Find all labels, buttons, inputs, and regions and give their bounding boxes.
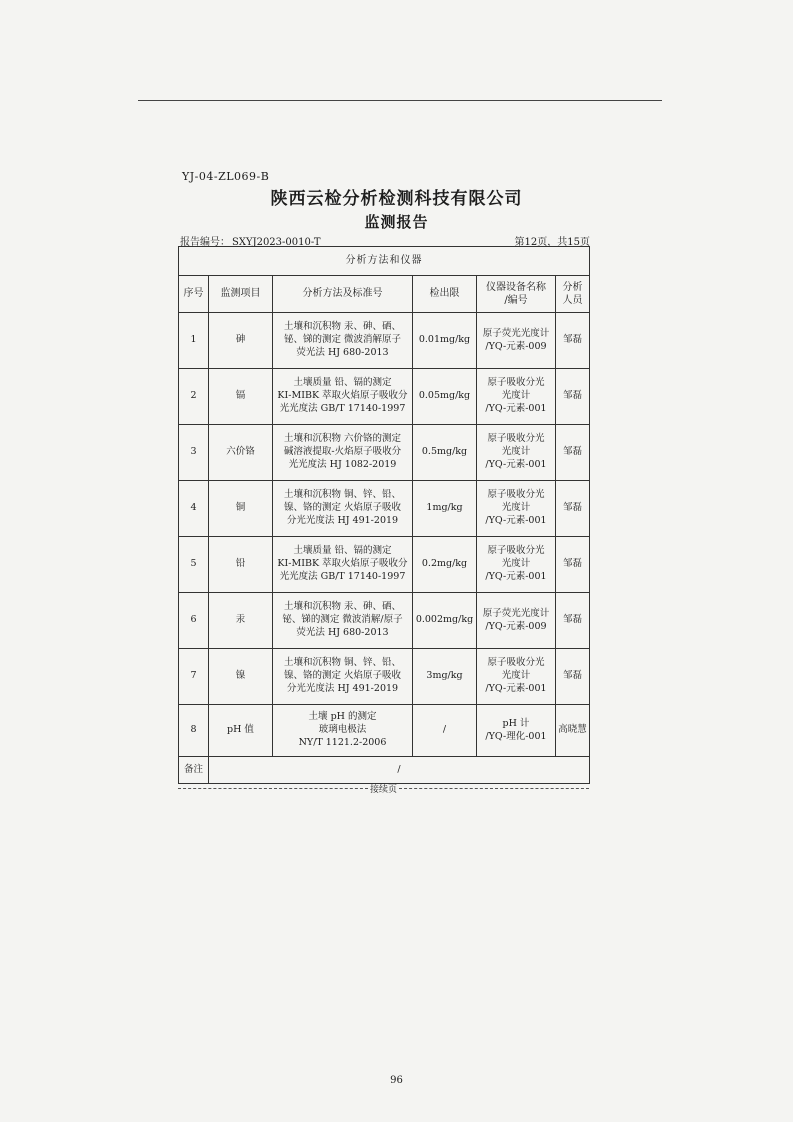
instrument-id: 原子吸收分光 光度计 /YQ-元素-001 — [477, 481, 556, 537]
instrument-id: 原子吸收分光 光度计 /YQ-元素-001 — [477, 369, 556, 425]
remark-value: / — [209, 757, 590, 784]
table-row — [179, 369, 590, 425]
table-row — [179, 425, 590, 481]
monitoring-item: 镍 — [209, 649, 273, 705]
analysis-method: 土壤和沉积物 汞、砷、硒、 铋、锑的测定 微波消解原子 荧光法 HJ 680-2013 — [273, 313, 413, 369]
table-row — [179, 313, 590, 369]
row-number: 4 — [179, 481, 209, 537]
analyst-name: 邹磊 — [556, 481, 590, 537]
monitoring-item: 镉 — [209, 369, 273, 425]
table-caption: 分析方法和仪器 — [179, 247, 590, 276]
monitoring-item: 铅 — [209, 537, 273, 593]
analyst-name: 高晓慧 — [556, 705, 590, 757]
monitoring-item: 砷 — [209, 313, 273, 369]
report-number: SXYJ2023-0010-T — [232, 237, 321, 248]
analyst-name: 邹磊 — [556, 425, 590, 481]
header-cell-item: 监测项目 — [209, 276, 273, 313]
table-row — [179, 537, 590, 593]
detection-limit: / — [413, 705, 477, 757]
analyst-name: 邹磊 — [556, 593, 590, 649]
report-number-label: 报告编号： — [180, 237, 230, 248]
remark-row — [179, 757, 590, 784]
monitoring-item: 汞 — [209, 593, 273, 649]
report-title: 监测报告 — [364, 213, 429, 231]
header-cell-instrument: 仪器设备名称 /编号 — [477, 276, 556, 313]
header-cell-method: 分析方法及标准号 — [273, 276, 413, 313]
row-number: 7 — [179, 649, 209, 705]
table-header-row — [179, 276, 590, 313]
analyst-name: 邹磊 — [556, 537, 590, 593]
table-row — [179, 705, 590, 757]
detection-limit: 0.05mg/kg — [413, 369, 477, 425]
analyst-name: 邹磊 — [556, 649, 590, 705]
header-cell-no: 序号 — [179, 276, 209, 313]
analysis-method: 土壤和沉积物 铜、锌、铅、 镍、铬的测定 火焰原子吸收 分光光度法 HJ 491-2019 — [273, 649, 413, 705]
monitoring-item: 铜 — [209, 481, 273, 537]
detection-limit: 0.002mg/kg — [413, 593, 477, 649]
instrument-id: 原子吸收分光 光度计 /YQ-元素-001 — [477, 537, 556, 593]
table-row — [179, 481, 590, 537]
detection-limit: 0.01mg/kg — [413, 313, 477, 369]
company-name: 陕西云检分析检测科技有限公司 — [270, 189, 523, 209]
monitoring-item: pH 值 — [209, 705, 273, 757]
row-number: 6 — [179, 593, 209, 649]
analysis-method: 土壤和沉积物 汞、砷、硒、 铋、锑的测定 微波消解/原子 荧光法 HJ 680-2013 — [273, 593, 413, 649]
analysis-method: 土壤质量 铅、镉的测定 KI-MIBK 萃取火焰原子吸收分 光光度法 GB/T 17140-1997 — [273, 369, 413, 425]
monitoring-item: 六价铬 — [209, 425, 273, 481]
detection-limit: 1mg/kg — [413, 481, 477, 537]
row-number: 1 — [179, 313, 209, 369]
analysis-method: 土壤质量 铅、镉的测定 KI-MIBK 萃取火焰原子吸收分 光光度法 GB/T 17140-1997 — [273, 537, 413, 593]
instrument-id: 原子荧光光度计 /YQ-元素-009 — [477, 313, 556, 369]
page-info: 第12页，共15页 — [514, 237, 590, 248]
dashed-rule-left — [178, 788, 368, 789]
instrument-id: 原子吸收分光 光度计 /YQ-元素-001 — [477, 425, 556, 481]
header-cell-analyst: 分析 人员 — [556, 276, 590, 313]
header-cell-limit: 检出限 — [413, 276, 477, 313]
continued-label: 接续页 — [370, 785, 398, 795]
analysis-method: 土壤 pH 的测定 玻璃电极法 NY/T 1121.2-2006 — [273, 705, 413, 757]
header-rule — [138, 100, 662, 101]
row-number: 2 — [179, 369, 209, 425]
methods-table — [178, 246, 590, 784]
remark-label: 备注 — [179, 757, 209, 784]
document-code: YJ-04-ZL069-B — [182, 170, 270, 183]
analysis-method: 土壤和沉积物 铜、锌、铅、 镍、铬的测定 火焰原子吸收 分光光度法 HJ 491-2019 — [273, 481, 413, 537]
continued-divider — [178, 782, 589, 795]
row-number: 5 — [179, 537, 209, 593]
row-number: 3 — [179, 425, 209, 481]
instrument-id: 原子荧光光度计 /YQ-元素-009 — [477, 593, 556, 649]
dashed-rule-right — [399, 788, 589, 789]
detection-limit: 0.5mg/kg — [413, 425, 477, 481]
analyst-name: 邹磊 — [556, 313, 590, 369]
detection-limit: 0.2mg/kg — [413, 537, 477, 593]
page-number: 96 — [390, 1075, 403, 1086]
instrument-id: pH 计 /YQ-理化-001 — [477, 705, 556, 757]
table-row — [179, 593, 590, 649]
row-number: 8 — [179, 705, 209, 757]
analyst-name: 邹磊 — [556, 369, 590, 425]
table-row — [179, 649, 590, 705]
analysis-method: 土壤和沉积物 六价铬的测定 碱溶液提取-火焰原子吸收分 光光度法 HJ 1082-2019 — [273, 425, 413, 481]
detection-limit: 3mg/kg — [413, 649, 477, 705]
instrument-id: 原子吸收分光 光度计 /YQ-元素-001 — [477, 649, 556, 705]
